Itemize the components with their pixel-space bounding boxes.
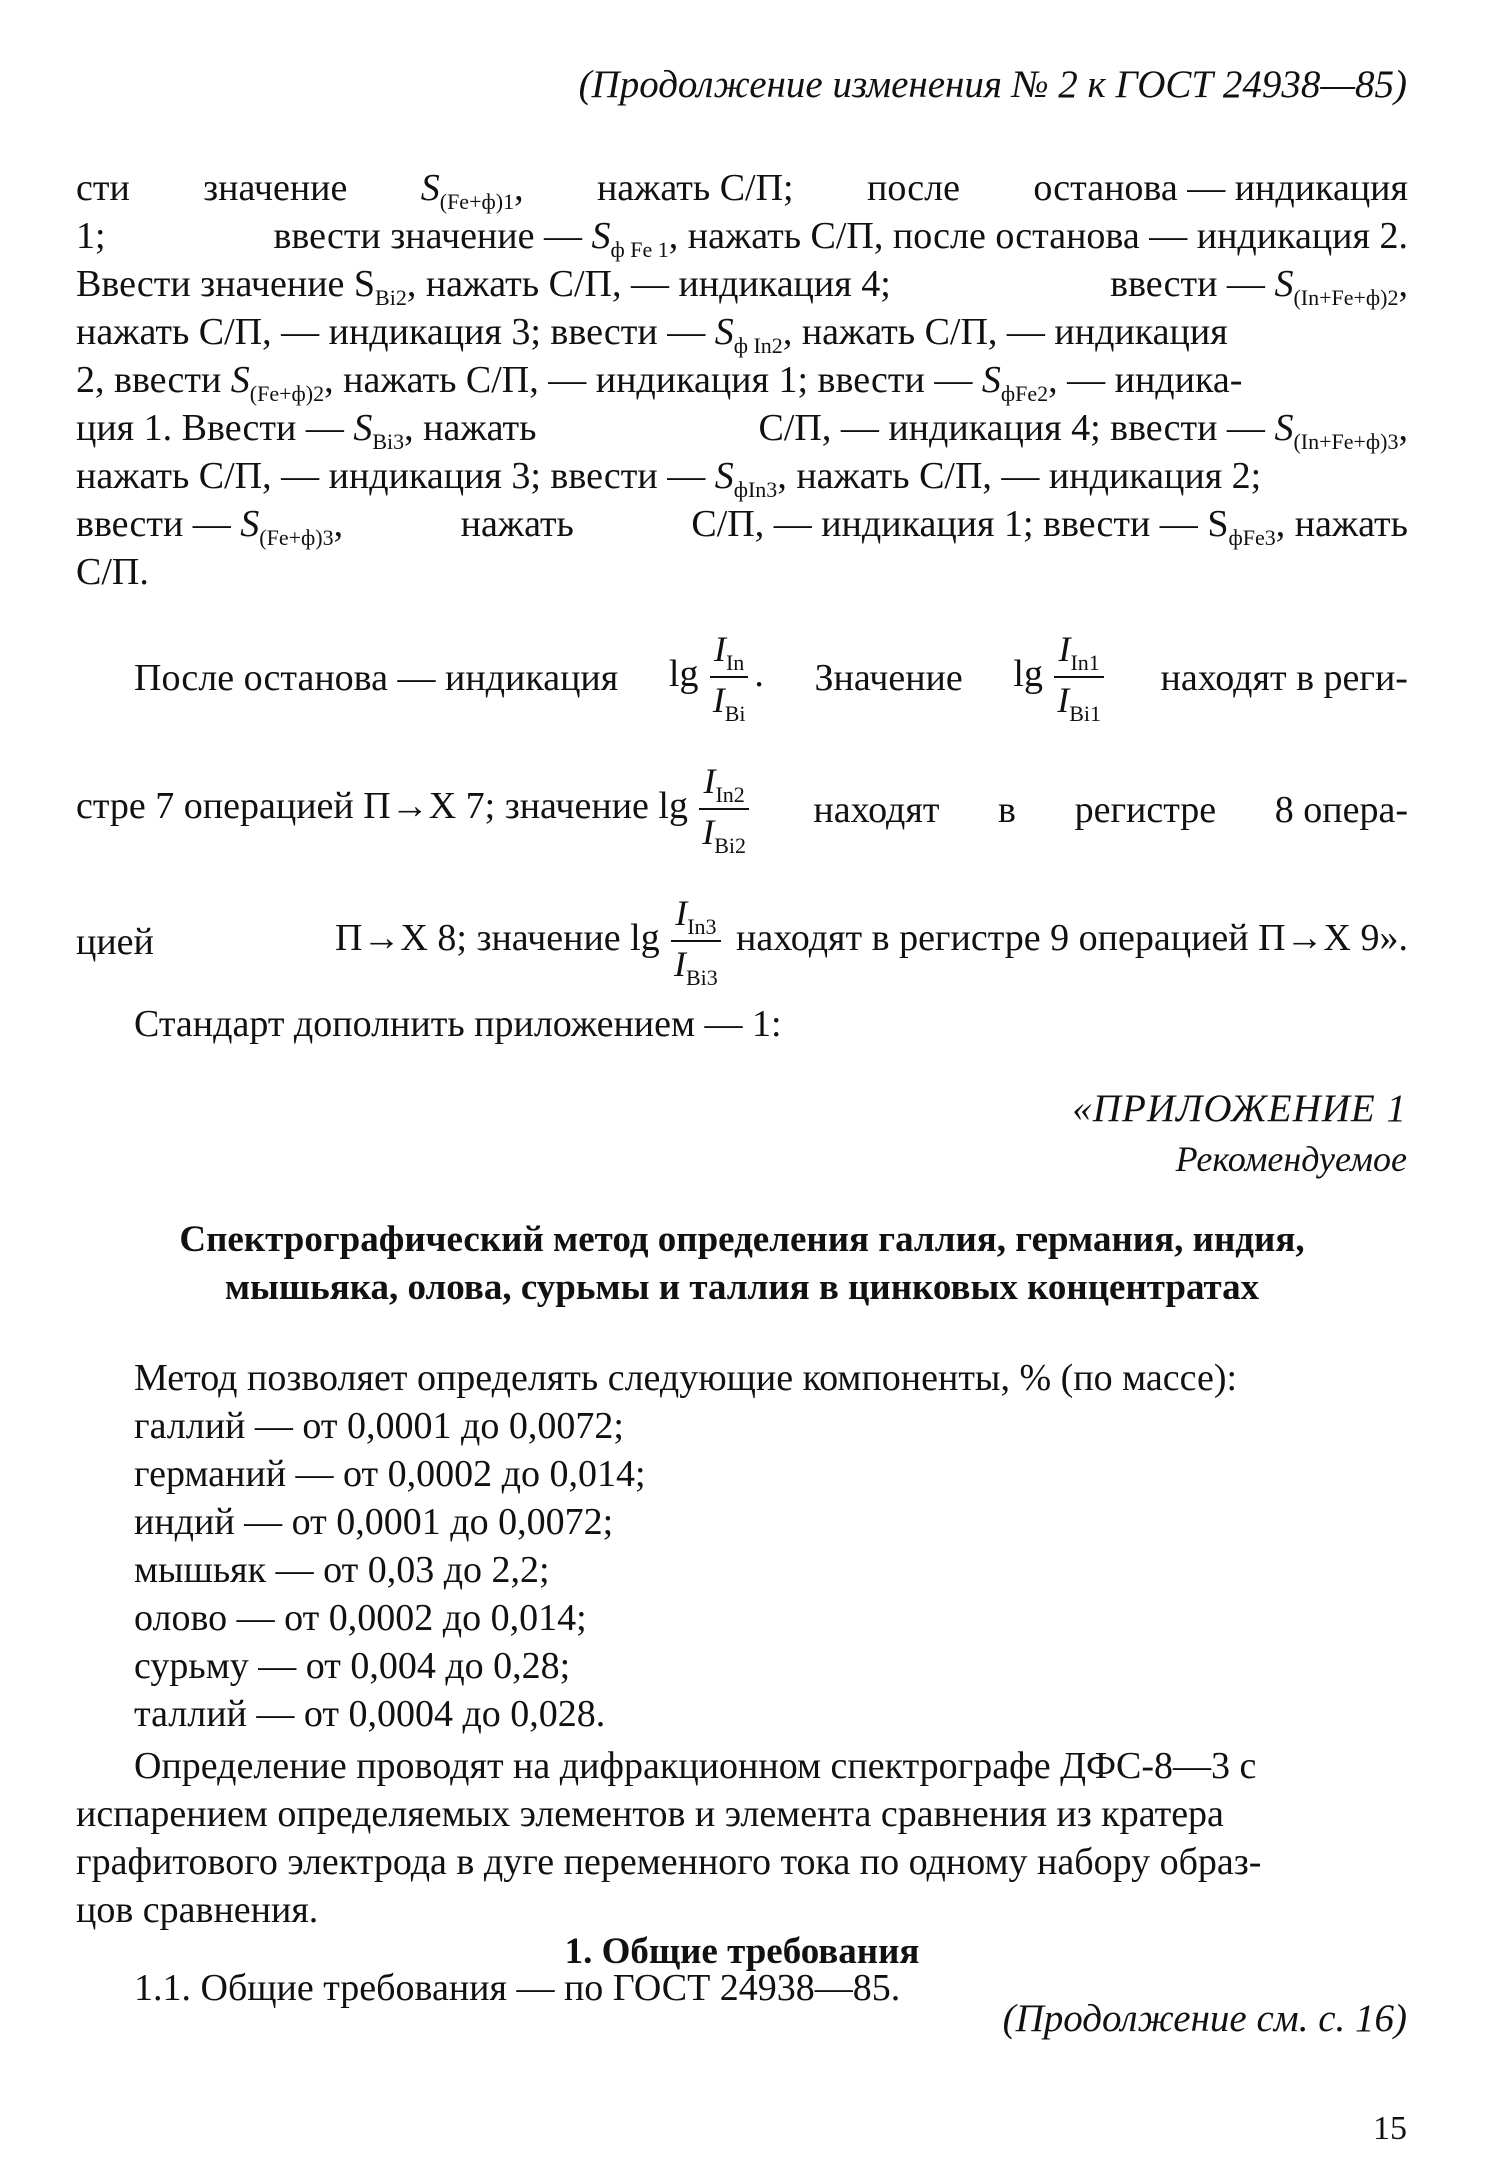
section-1-item: 1.1. Общие требования — по ГОСТ 24938—85. — [134, 1967, 901, 2009]
text-line: ция 1. Ввести — $S_{Bi3}$, нажать С/П, — индикация 4; ввести — $S_{(In+Fe+ф)3}$, — [76, 407, 1408, 454]
method-intro: Метод позволяет определять следующие компоненты, % (по массе): — [134, 1357, 1238, 1399]
formula-symbol: S — [714, 311, 734, 353]
component-item: мышьяк — от 0,03 до 2,2; — [134, 1549, 550, 1591]
page-number: 15 — [1373, 2110, 1407, 2147]
component-item: олово — от 0,0002 до 0,014; — [134, 1597, 587, 1639]
fraction: $\frac{I_{In}}{I_{Bi}}$ — [710, 630, 748, 725]
formula-symbol: S — [420, 167, 440, 209]
text-line: Ввести значение $S_{Bi2}$, нажать С/П, — индикация 4; ввести — $S_{(In+Fe+ф)2}$, — [76, 263, 1408, 310]
component-item: индий — от 0,0001 до 0,0072; — [134, 1501, 614, 1543]
determination-paragraph: Определение проводят на дифракционном спектрографе ДФС-8—3 с испарением определяемых элементов и элемента сравнения из кратера графитового электрода в дуге переменного тока по одному набору образ- цов сравнения. — [76, 1745, 1262, 1931]
formula-symbol: S — [1274, 407, 1294, 449]
fraction: $\frac{I_{In1}}{I_{Bi1}}$ — [1054, 630, 1103, 725]
formula-symbol: S — [981, 359, 1001, 401]
formula-symbol: S — [240, 503, 260, 545]
component-item: таллий — от 0,0004 до 0,028. — [134, 1693, 606, 1735]
fraction: $\frac{I_{In2}}{I_{Bi2}}$ — [699, 762, 748, 857]
text-line: С/П. — [76, 551, 149, 593]
text-line: сти значение $S_{(Fe+ф)1}$, нажать С/П; после останова — индикация — [76, 167, 1408, 214]
formula-symbol: S — [230, 359, 250, 401]
top-paragraph — [76, 164, 1408, 596]
formula-symbol: S — [353, 407, 373, 449]
component-item: галлий — от 0,0001 до 0,0072; — [134, 1405, 624, 1447]
formula-symbol: S — [714, 455, 734, 497]
formula-symbol: S — [591, 215, 611, 257]
formula-symbol: S — [1274, 263, 1294, 305]
component-item: германий — от 0,0002 до 0,014; — [134, 1453, 646, 1495]
text-line: нажать С/П, — индикация 3; ввести — $S_{фIn3}$, нажать С/П, — индикация 2; — [76, 455, 1262, 502]
page-header: (Продолжение изменения № 2 к ГОСТ 24938—85) — [578, 63, 1407, 106]
continuation-note: (Продолжение см. с. 16) — [1002, 1997, 1407, 2040]
formula-line-2: стре 7 операцией П→X 7; значение lg $\frac{I_{In2}}{I_{Bi2}}$ находят в регистре 8 опера- — [76, 761, 1408, 858]
text-line: нажать С/П, — индикация 3; ввести — $S_{ф In2}$, нажать С/П, — индикация — [76, 311, 1228, 358]
component-item: сурьму — от 0,004 до 0,28; — [134, 1645, 571, 1687]
fraction: $\frac{I_{In3}}{I_{Bi3}}$ — [671, 894, 720, 989]
text-line: 1; ввести значение — $S_{ф Fe 1}$, нажать С/П, после останова — индикация 2. — [76, 215, 1408, 262]
text-line: ввести — $S_{(Fe+ф)3}$, нажать С/П, — индикация 1; ввести — $S_{фFe3}$, нажать — [76, 503, 1408, 550]
text-line: 2, ввести $S_{(Fe+ф)2}$, нажать С/П, — индикация 1; ввести — $S_{фFe2}$, — индика- — [76, 359, 1243, 406]
method-title: Спектрографический метод определения галлия, германия, индия, мышьяка, олова, сурьмы и таллия в цинковых концентратах — [179, 1219, 1305, 1308]
section-1-title: 1. Общие требования — [564, 1931, 920, 1972]
appendix-title: «ПРИЛОЖЕНИЕ 1 — [1072, 1087, 1407, 1130]
supplement-line: Стандарт дополнить приложением — 1: — [134, 1003, 782, 1045]
formula-line-3: цией П→X 8; значение lg $\frac{I_{In3}}{I_{Bi3}}$ находят в регистре 9 операцией П→X 9». — [76, 893, 1408, 990]
formula-line-1: После останова — индикация lg $\frac{I_{In}}{I_{Bi}}$ . Значение lg $\frac{I_{In1}}{I_{Bi1}}$ находят в реги- — [134, 629, 1408, 726]
method-body — [76, 1354, 1408, 1738]
appendix-subtitle: Рекомендуемое — [1175, 1139, 1407, 1179]
